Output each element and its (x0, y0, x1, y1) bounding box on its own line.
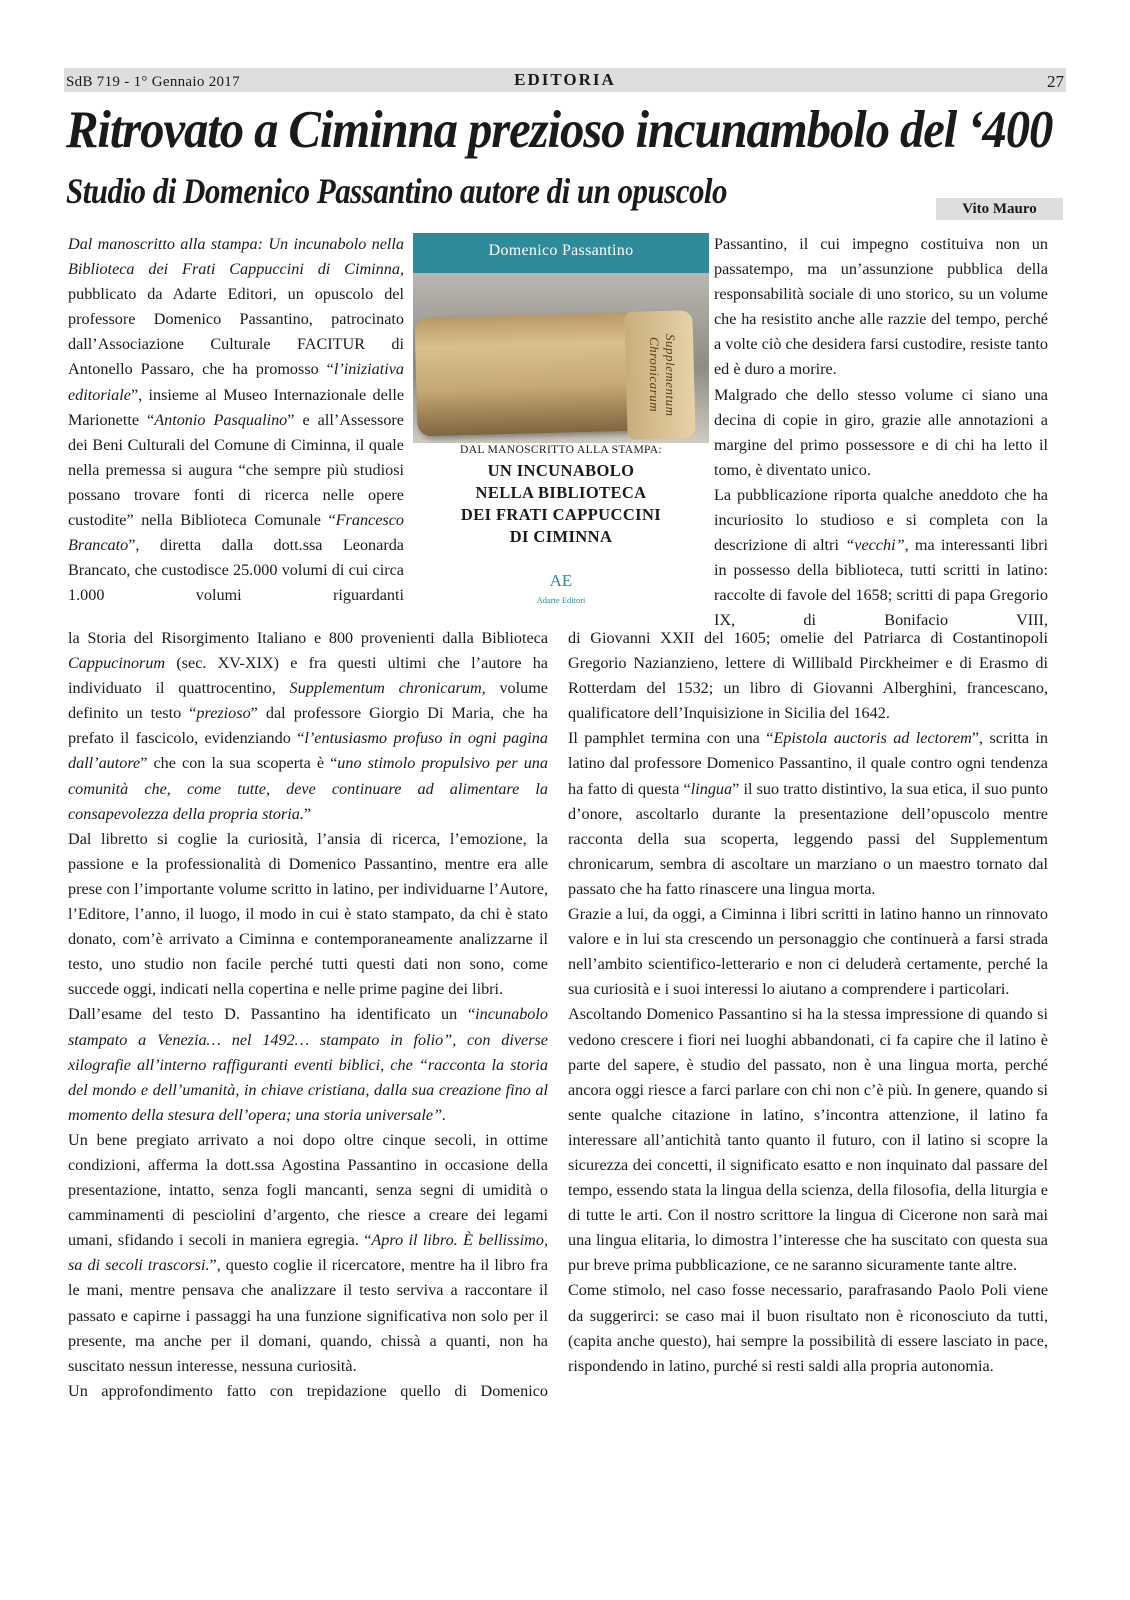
text-span: la Storia del Risorgimento Italiano e 800 provenienti dalla Biblioteca (68, 629, 548, 647)
article-author: Vito Mauro (936, 198, 1063, 220)
paragraph: Grazie a lui, da oggi, a Ciminna i libri scritti in latino hanno un rinnovato valore e in lui sta crescendo un personaggio che continuerà a farsi strada nell’ambito scientifico-letterario e non ci deluderà certamente, perché la sua curiosità e i suoi interessi lo aiutano a comprendere i particolari. (568, 905, 1048, 999)
spine-label: Supplementum Chronicarum (647, 333, 678, 417)
text-span: , ma interessanti libri in possesso della biblioteca, tutti scritti in latino: raccolte di favole del 1658; scritti di papa Gregorio IX, di Bonifacio VIII, (714, 536, 1048, 630)
intro-italic: Dal manoscritto alla stampa: Un incunabolo nella Biblioteca dei Frati Cappuccini di Ciminna, (68, 235, 404, 279)
intro-paragraph (68, 232, 404, 608)
intro-italic-f: Francesco Brancato (68, 511, 404, 555)
cover-title-line: DI CIMINNA (509, 527, 613, 546)
cover-title (413, 460, 709, 548)
column-left-bottom (68, 626, 548, 1404)
italic-span: Epistola auctoris ad lectorem (773, 729, 972, 748)
paragraph (68, 1128, 548, 1379)
issue-date: SdB 719 - 1° Gennaio 2017 (66, 74, 240, 90)
paragraph: Malgrado che dello stesso volume ci siano una decina di copie in giro, grazie alle annotazioni a margine del primo possessore e di chi ha letto il tomo, è diventato unico. (714, 385, 1048, 479)
text-span: ” che con la sua scoperta è “ (140, 754, 338, 773)
paragraph: Dal libretto si coglie la curiosità, l’ansia di ricerca, l’emozione, la passione e la professionalità di Domenico Passantino, mentre era alle prese con l’importante volume scritto in latino, per individuarne l’Autore, l’Editore, l’anno, il luogo, il modo in cui è stato stampato, da chi è stato donato, com’è arrivato a Ciminna e contemporaneamente analizzarne il testo, uno studio non facile perché tutti questi dati non sono, come succede oggi, indicati nella copertina e nelle prime pagine dei libri. (68, 829, 548, 999)
text-span: La pubblicazione riporta qualche aneddoto che ha incuriosito lo studioso e si completa con la descrizione di altri (714, 485, 1048, 555)
paragraph (714, 483, 1048, 634)
cover-title-line: DEI FRATI CAPPUCCINI (460, 505, 662, 524)
text-span: volume definito un testo “ (68, 679, 548, 723)
text-span: Dall’esame del testo D. Passantino ha identificato un “ (68, 1005, 476, 1024)
cover-title-line: UN INCUNABOLO (487, 461, 635, 480)
publisher-logo: AE (549, 571, 573, 590)
italic-span: lingua (690, 779, 733, 798)
text-span: (sec. XV-XIX) e fra questi ultimi che l’autore ha individuato il quattrocentino, (68, 654, 548, 698)
italic-span: Cappucinorum (68, 654, 166, 673)
publisher-name: Adarte Editori (536, 595, 586, 605)
italic-span: prezioso (196, 704, 251, 723)
intro-text-c: ”, insieme al Museo Internazionale delle Marionette “ (68, 385, 404, 429)
cover-subtitle: DAL MANOSCRITTO ALLA STAMPA: (460, 443, 662, 456)
intro-text-a: pubblicato da Adarte Editori, un opuscolo del professore Domenico Passantino, patrocinato dall’Associazione Culturale FACITUR di Antonello Passaro, che ha promosso “ (68, 285, 404, 379)
column-right-bottom (568, 626, 1048, 1379)
text-span: ”, questo coglie il ricercatore, mentre ha il libro fra le mani, mentre pensava che analizzare il testo serviva a raccontare il passato e capirne i passaggi ha una funzione significativa non solo per il presente, ma anche per il domani, quando, chissà a quanti, non ha suscitato nessun interesse, nessuna curiosità. (68, 1256, 548, 1375)
text-span: Un bene pregiato arrivato a noi dopo oltre cinque secoli, in ottime condizioni, afferma la dott.ssa Agostina Passantino in occasione della presentazione, intatto, senza fogli mancanti, senza segni di umidità o camminamenti di pesciolini d’argento, che riesce a creare dei legami umani, sfidando i secoli in maniera egregia. “ (68, 1130, 548, 1250)
paragraph: Passantino, il cui impegno costituiva non un passatempo, ma un’assunzione pubblica della responsabilità sociale di uno storico, su un volume che ha resistito anche alle razzie del tempo, perché a volte ciò che desidera farsi custodire, resiste tanto ed è duro a morire. (714, 235, 1048, 379)
book-cover-image (413, 233, 709, 623)
paragraph (68, 1002, 548, 1127)
italic-span: incunabolo stampato a Venezia… nel 1492… stampato in folio”, con diverse xilografie all’interno raffiguranti eventi biblici, che “racconta la storia del mondo e dell’umanità, in chiave cristiana, dalla sua creazione fino al momento della stesura dell’opera; una storia universale”. (68, 1005, 548, 1124)
text-span: ”, scritta in latino dal professore Domenico Passantino, il quale contro ogni tendenza ha fatto di questa “ (568, 729, 1048, 798)
cover-photo (413, 233, 709, 443)
italic-span: Supplementum chronicarum, (289, 679, 486, 698)
italic-span: l’entusiasmo profuso in ogni pagina dall’autore (68, 729, 548, 773)
page-number: 27 (1047, 72, 1064, 91)
article-subtitle: Studio di Domenico Passantino autore di un opuscolo (66, 171, 727, 211)
text-span: ” dal professore Giorgio Di Maria, che ha prefato il fascicolo, evidenziando “ (68, 704, 548, 748)
intro-italic-b: l’iniziativa editoriale (68, 360, 404, 404)
article-title: Ritrovato a Ciminna prezioso incunambolo del ‘400 (66, 101, 1053, 159)
column-1-top (68, 232, 404, 608)
column-3-top (714, 232, 1048, 634)
italic-span: uno stimolo propulsivo per una comunità che, come tutte, deve continuare ad alimentare la consapevolezza della propria storia. (68, 754, 548, 823)
paragraph: Un approfondimento fatto con trepidazione quello di Domenico (68, 1381, 548, 1400)
intro-italic-d: Antonio Pasqualino (154, 410, 288, 429)
italic-span: “vecchi” (845, 536, 905, 555)
paragraph (68, 626, 548, 827)
text-span: ” il suo tratto distintivo, la sua etica, il suo punto d’onore, ascoltarlo durante la presentazione dell’opuscolo mentre racconta della sua scoperta, leggendo passi del Supplementum chronicarum, sembra di ascoltare un marziano o un maestro tornato dal passato che ha fatto rinascere una lingua morta. (568, 779, 1048, 898)
cover-title-line: NELLA BIBLIOTECA (475, 483, 647, 502)
paragraph: Come stimolo, nel caso fosse necessario, parafrasando Paolo Poli viene da suggerirci: se caso mai il buon risultato non è riconosciuto da tutti, (capita anche questo), hai sempre la possibilità di essere lasciato in pace, rispondendo in latino, purché si resti saldi alla propria autonomia. (568, 1281, 1048, 1375)
paragraph: Ascoltando Domenico Passantino si ha la stessa impressione di quando si vedono crescere i fiori nei luoghi abbandonati, ci fa capire che il latino è parte del sapere, è studio del passato, non è una lingua morta, perché ancora oggi riesce a farci parlare con chi non c’è più. In genere, quando si sente qualche citazione in latino, s’incontra attenzione, il latino fa interessare all’antichità tanto quanto il futuro, con il latino si scopre la sicurezza dei concetti, il significato esatto e non inquinato dal passare del tempo, essendo stata la lingua della scienza, della filosofia, della liturgia e di tutte le arti. Con il nostro scrittore la lingua di Cicerone non sarà mai una lingua elitaria, lo dimostra l’interesse che ha suscitato con questa sua pur breve prima pubblicazione, ce ne saranno sicuramente tante altre. (568, 1005, 1048, 1275)
cover-author: Domenico Passantino (488, 242, 634, 259)
intro-text-g: ”, diretta dalla dott.ssa Leonarda Brancato, che custodisce 25.000 volumi di cui circa 1.000 volumi riguardanti (68, 536, 404, 605)
paragraph (568, 726, 1048, 902)
text-span: Il pamphlet termina con una “ (568, 729, 774, 748)
italic-span: Apro il libro. È bellissimo, sa di secoli trascorsi. (68, 1231, 548, 1275)
intro-text-e: ” e all’Assessore dei Beni Culturali del Comune di Ciminna, il quale nella premessa si augura “che sempre più studiosi possano trovare fonti di ricerca nelle opere custodite” nella Biblioteca Comunale “ (68, 410, 404, 530)
section-title: EDITORIA (514, 70, 616, 89)
paragraph: di Giovanni XXII del 1605; omelie del Patriarca di Costantinopoli Gregorio Nazianzieno, lettere di Willibald Pirckheimer e di Erasmo di Rotterdam del 1532; un libro di Giovanni Alberghini, francescano, qualificatore dell’Inquisizione in Sicilia del 1642. (568, 629, 1048, 723)
text-span: ” (303, 804, 312, 823)
